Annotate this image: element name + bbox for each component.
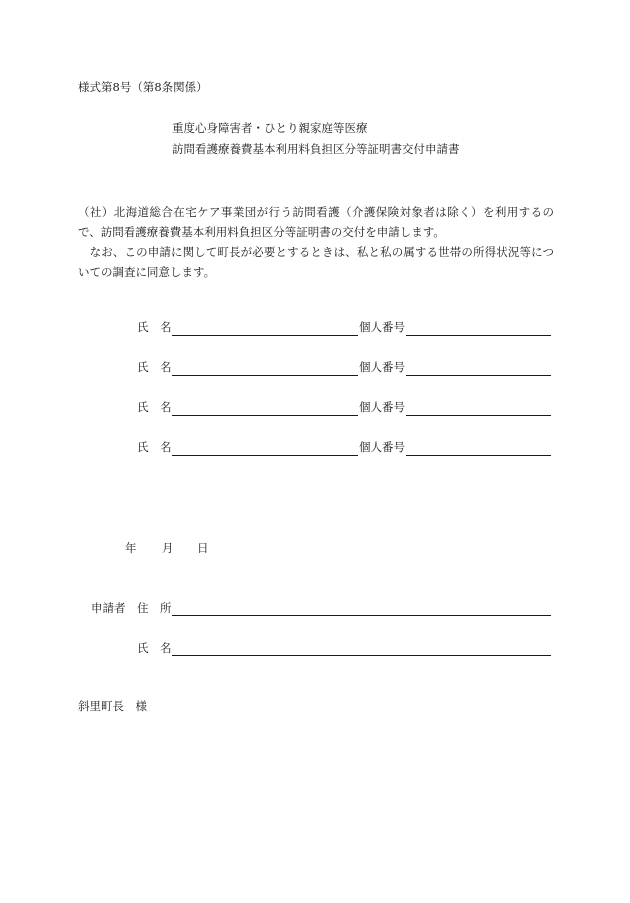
number-label: 個人番号 [359,440,405,454]
name-label: 氏 名 [137,360,172,374]
personal-number-field[interactable] [406,335,551,336]
name-label: 氏 名 [137,440,172,454]
name-field[interactable] [172,455,358,456]
form-number: 様式第8号（第8条関係） [78,80,208,94]
name-field[interactable] [172,415,358,416]
name-field[interactable] [172,335,358,336]
application-paragraph-1: （社）北海道総合在宅ケア事業団が行う訪問看護（介護保険対象者は除く）を利用するので、訪問看護療養費基本利用料負担区分等証明書の交付を申請します。 [78,205,554,239]
title-line-1: 重度心身障害者・ひとり親家庭等医療 [172,121,368,135]
applicant-address-label: 住 所 [137,601,172,615]
applicant-name-label: 氏 名 [137,641,172,655]
name-label: 氏 名 [137,400,172,414]
number-label: 個人番号 [359,400,405,414]
date-day-label: 日 [197,541,209,555]
applicant-address-field[interactable] [172,615,551,616]
household-row-1 [0,322,630,338]
personal-number-field[interactable] [406,375,551,376]
date-year-label: 年 [125,541,137,555]
household-row-2 [0,362,630,378]
household-row-4 [0,442,630,458]
number-label: 個人番号 [359,360,405,374]
personal-number-field[interactable] [406,415,551,416]
name-field[interactable] [172,375,358,376]
title-line-2: 訪問看護療養費基本利用料負担区分等証明書交付申請書 [172,142,460,156]
name-label: 氏 名 [137,320,172,334]
household-row-3 [0,402,630,418]
personal-number-field[interactable] [406,455,551,456]
date-month-label: 月 [162,541,174,555]
addressee: 斜里町長 様 [78,699,147,713]
applicant-label: 申請者 [91,601,126,615]
applicant-name-field[interactable] [172,655,551,656]
number-label: 個人番号 [359,320,405,334]
application-paragraph-2: なお、この申請に関して町長が必要とするときは、私と私の属する世帯の所得状況等についての調査に同意します。 [78,245,554,279]
